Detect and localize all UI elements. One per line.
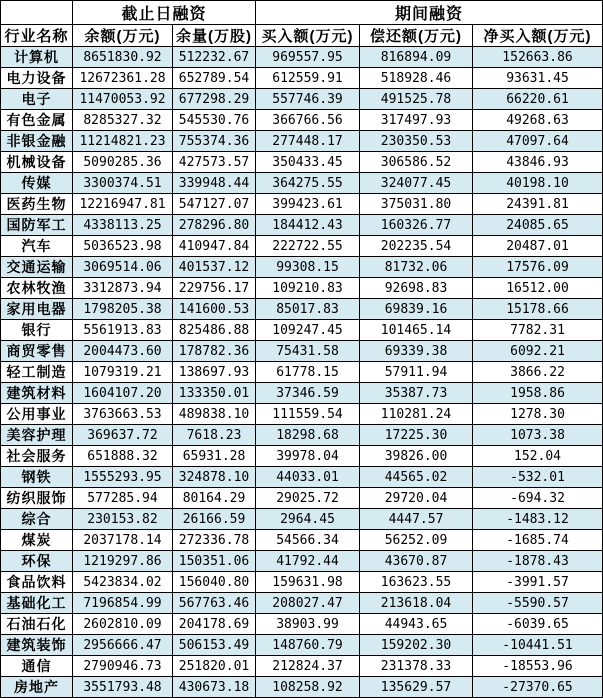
industry-name-cell: 通信	[1, 656, 73, 677]
value-cell: 18298.68	[256, 425, 360, 446]
value-cell: 99308.15	[256, 257, 360, 278]
industry-name-cell: 交通运输	[1, 257, 73, 278]
industry-name-cell: 综合	[1, 509, 73, 530]
industry-name-cell: 电子	[1, 89, 73, 110]
value-cell: 44033.01	[256, 467, 360, 488]
col-header-industry-name: 行业名称	[1, 25, 73, 47]
value-cell: 306586.52	[360, 152, 473, 173]
value-cell: 148760.79	[256, 635, 360, 656]
value-cell: 159202.30	[360, 635, 473, 656]
table-row	[1, 89, 603, 110]
value-cell: 612559.91	[256, 68, 360, 89]
value-cell: 324878.10	[173, 467, 256, 488]
value-cell: 24391.81	[473, 194, 603, 215]
value-cell: 135629.57	[360, 677, 473, 698]
value-cell: 375031.80	[360, 194, 473, 215]
value-cell: 56252.09	[360, 530, 473, 551]
value-cell: 49268.63	[473, 110, 603, 131]
industry-name-cell: 基础化工	[1, 593, 73, 614]
value-cell: 3300374.51	[73, 173, 173, 194]
value-cell: 65931.28	[173, 446, 256, 467]
value-cell: 4338113.25	[73, 215, 173, 236]
value-cell: 108258.92	[256, 677, 360, 698]
value-cell: 652789.54	[173, 68, 256, 89]
value-cell: 1604107.20	[73, 383, 173, 404]
value-cell: 3763663.53	[73, 404, 173, 425]
value-cell: 43670.87	[360, 551, 473, 572]
value-cell: 37346.59	[256, 383, 360, 404]
value-cell: 825486.88	[173, 320, 256, 341]
value-cell: -1878.43	[473, 551, 603, 572]
value-cell: 92698.83	[360, 278, 473, 299]
value-cell: 324077.45	[360, 173, 473, 194]
industry-name-cell: 医药生物	[1, 194, 73, 215]
value-cell: 2037178.14	[73, 530, 173, 551]
value-cell: 29025.72	[256, 488, 360, 509]
value-cell: 229756.17	[173, 278, 256, 299]
table-row	[1, 173, 603, 194]
industry-name-cell: 汽车	[1, 236, 73, 257]
value-cell: 178782.36	[173, 341, 256, 362]
value-cell: 3866.22	[473, 362, 603, 383]
col-header-net-buy-amount: 净买入额(万元)	[473, 25, 603, 47]
value-cell: 109210.83	[256, 278, 360, 299]
value-cell: 277448.17	[256, 131, 360, 152]
value-cell: 133350.01	[173, 383, 256, 404]
value-cell: 547127.07	[173, 194, 256, 215]
industry-name-cell: 美容护理	[1, 425, 73, 446]
industry-name-cell: 石油石化	[1, 614, 73, 635]
col-header-repay-amount: 偿还额(万元)	[360, 25, 473, 47]
value-cell: 427573.57	[173, 152, 256, 173]
table-row	[1, 152, 603, 173]
table-row	[1, 194, 603, 215]
value-cell: 93631.45	[473, 68, 603, 89]
value-cell: 81732.06	[360, 257, 473, 278]
value-cell: 29720.04	[360, 488, 473, 509]
value-cell: 150351.06	[173, 551, 256, 572]
value-cell: 44565.02	[360, 467, 473, 488]
industry-name-cell: 农林牧渔	[1, 278, 73, 299]
value-cell: 7196854.99	[73, 593, 173, 614]
value-cell: 5561913.83	[73, 320, 173, 341]
value-cell: 40198.10	[473, 173, 603, 194]
value-cell: 230350.53	[360, 131, 473, 152]
value-cell: 489838.10	[173, 404, 256, 425]
table-row	[1, 467, 603, 488]
table-row	[1, 677, 603, 698]
table-row	[1, 593, 603, 614]
industry-name-cell: 银行	[1, 320, 73, 341]
value-cell: 8651830.92	[73, 47, 173, 68]
value-cell: 430673.18	[173, 677, 256, 698]
industry-name-cell: 纺织服饰	[1, 488, 73, 509]
value-cell: 41792.44	[256, 551, 360, 572]
value-cell: 3312873.94	[73, 278, 173, 299]
industry-name-cell: 社会服务	[1, 446, 73, 467]
table-row	[1, 278, 603, 299]
value-cell: 5036523.98	[73, 236, 173, 257]
value-cell: 317497.93	[360, 110, 473, 131]
value-cell: 816894.09	[360, 47, 473, 68]
value-cell: 11470053.92	[73, 89, 173, 110]
value-cell: 4447.57	[360, 509, 473, 530]
industry-name-cell: 房地产	[1, 677, 73, 698]
value-cell: 35387.73	[360, 383, 473, 404]
value-cell: 39826.00	[360, 446, 473, 467]
industry-name-cell: 机械设备	[1, 152, 73, 173]
value-cell: 141600.53	[173, 299, 256, 320]
value-cell: 518928.46	[360, 68, 473, 89]
value-cell: -3991.57	[473, 572, 603, 593]
industry-name-cell: 家用电器	[1, 299, 73, 320]
table-row	[1, 530, 603, 551]
value-cell: -10441.51	[473, 635, 603, 656]
industry-name-cell: 钢铁	[1, 467, 73, 488]
value-cell: 231378.33	[360, 656, 473, 677]
value-cell: 7618.23	[173, 425, 256, 446]
industry-name-cell: 传媒	[1, 173, 73, 194]
value-cell: 160326.77	[360, 215, 473, 236]
value-cell: 11214821.23	[73, 131, 173, 152]
value-cell: 545530.76	[173, 110, 256, 131]
industry-name-cell: 煤炭	[1, 530, 73, 551]
value-cell: 755374.36	[173, 131, 256, 152]
value-cell: 109247.45	[256, 320, 360, 341]
value-cell: 364275.55	[256, 173, 360, 194]
table-row	[1, 362, 603, 383]
value-cell: 80164.29	[173, 488, 256, 509]
value-cell: 43846.93	[473, 152, 603, 173]
value-cell: 1555293.95	[73, 467, 173, 488]
value-cell: 651888.32	[73, 446, 173, 467]
table-row	[1, 551, 603, 572]
col-header-balance: 余额(万元)	[73, 25, 173, 47]
value-cell: 969557.95	[256, 47, 360, 68]
table-row	[1, 215, 603, 236]
value-cell: 366766.56	[256, 110, 360, 131]
value-cell: 230153.82	[73, 509, 173, 530]
value-cell: 7782.31	[473, 320, 603, 341]
value-cell: 491525.78	[360, 89, 473, 110]
value-cell: -694.32	[473, 488, 603, 509]
value-cell: 506153.49	[173, 635, 256, 656]
value-cell: -6039.65	[473, 614, 603, 635]
table-row	[1, 425, 603, 446]
value-cell: 272336.78	[173, 530, 256, 551]
table-row	[1, 341, 603, 362]
table-row	[1, 257, 603, 278]
value-cell: 222722.55	[256, 236, 360, 257]
value-cell: 3551793.48	[73, 677, 173, 698]
value-cell: 85017.83	[256, 299, 360, 320]
value-cell: -1685.74	[473, 530, 603, 551]
value-cell: 12672361.28	[73, 68, 173, 89]
table-row	[1, 383, 603, 404]
value-cell: 39978.04	[256, 446, 360, 467]
value-cell: 1079319.21	[73, 362, 173, 383]
table-row	[1, 509, 603, 530]
industry-name-cell: 环保	[1, 551, 73, 572]
value-cell: 251820.01	[173, 656, 256, 677]
value-cell: -27370.65	[473, 677, 603, 698]
value-cell: 410947.84	[173, 236, 256, 257]
corner-cell	[1, 1, 73, 25]
table-row	[1, 236, 603, 257]
value-cell: 26166.59	[173, 509, 256, 530]
industry-name-cell: 轻工制造	[1, 362, 73, 383]
value-cell: 5090285.36	[73, 152, 173, 173]
value-cell: 1219297.86	[73, 551, 173, 572]
value-cell: 208027.47	[256, 593, 360, 614]
value-cell: 24085.65	[473, 215, 603, 236]
table-row	[1, 656, 603, 677]
table-body	[1, 47, 603, 698]
value-cell: 16512.00	[473, 278, 603, 299]
table-row	[1, 68, 603, 89]
value-cell: 2790946.73	[73, 656, 173, 677]
value-cell: 17576.09	[473, 257, 603, 278]
value-cell: -1483.12	[473, 509, 603, 530]
value-cell: 212824.37	[256, 656, 360, 677]
value-cell: 278296.80	[173, 215, 256, 236]
value-cell: 44943.65	[360, 614, 473, 635]
value-cell: 213618.04	[360, 593, 473, 614]
table-row	[1, 47, 603, 68]
value-cell: 350433.45	[256, 152, 360, 173]
value-cell: 12216947.81	[73, 194, 173, 215]
group-header-period-financing: 期间融资	[256, 1, 603, 25]
table-row	[1, 110, 603, 131]
value-cell: 399423.61	[256, 194, 360, 215]
value-cell: 75431.58	[256, 341, 360, 362]
value-cell: 61778.15	[256, 362, 360, 383]
value-cell: 156040.80	[173, 572, 256, 593]
col-header-buy-amount: 买入额(万元)	[256, 25, 360, 47]
value-cell: 202235.54	[360, 236, 473, 257]
value-cell: 159631.98	[256, 572, 360, 593]
industry-name-cell: 国防军工	[1, 215, 73, 236]
table-row	[1, 131, 603, 152]
value-cell: 401537.12	[173, 257, 256, 278]
value-cell: 20487.01	[473, 236, 603, 257]
value-cell: 1798205.38	[73, 299, 173, 320]
value-cell: 152663.86	[473, 47, 603, 68]
value-cell: -5590.57	[473, 593, 603, 614]
col-header-remaining-volume: 余量(万股)	[173, 25, 256, 47]
value-cell: 69839.16	[360, 299, 473, 320]
value-cell: 677298.29	[173, 89, 256, 110]
value-cell: 8285327.32	[73, 110, 173, 131]
table-row	[1, 614, 603, 635]
value-cell: 204178.69	[173, 614, 256, 635]
value-cell: 5423834.02	[73, 572, 173, 593]
industry-name-cell: 电力设备	[1, 68, 73, 89]
table-row	[1, 446, 603, 467]
industry-name-cell: 食品饮料	[1, 572, 73, 593]
value-cell: 339948.44	[173, 173, 256, 194]
value-cell: 1278.30	[473, 404, 603, 425]
industry-name-cell: 有色金属	[1, 110, 73, 131]
value-cell: 369637.72	[73, 425, 173, 446]
value-cell: 69339.38	[360, 341, 473, 362]
value-cell: 138697.93	[173, 362, 256, 383]
value-cell: 38903.99	[256, 614, 360, 635]
table-row	[1, 404, 603, 425]
value-cell: 512232.67	[173, 47, 256, 68]
value-cell: 47097.64	[473, 131, 603, 152]
value-cell: 57911.94	[360, 362, 473, 383]
value-cell: 111559.54	[256, 404, 360, 425]
table-row	[1, 572, 603, 593]
value-cell: -18553.96	[473, 656, 603, 677]
value-cell: 3069514.06	[73, 257, 173, 278]
industry-name-cell: 公用事业	[1, 404, 73, 425]
table-row	[1, 488, 603, 509]
table-row	[1, 299, 603, 320]
value-cell: 17225.30	[360, 425, 473, 446]
value-cell: 2004473.60	[73, 341, 173, 362]
value-cell: 15178.66	[473, 299, 603, 320]
value-cell: 184412.43	[256, 215, 360, 236]
industry-name-cell: 建筑材料	[1, 383, 73, 404]
value-cell: 2602810.09	[73, 614, 173, 635]
value-cell: 66220.61	[473, 89, 603, 110]
value-cell: -532.01	[473, 467, 603, 488]
industry-name-cell: 商贸零售	[1, 341, 73, 362]
value-cell: 557746.39	[256, 89, 360, 110]
value-cell: 2956666.47	[73, 635, 173, 656]
value-cell: 1958.86	[473, 383, 603, 404]
value-cell: 163623.55	[360, 572, 473, 593]
industry-name-cell: 非银金融	[1, 131, 73, 152]
value-cell: 1073.38	[473, 425, 603, 446]
value-cell: 101465.14	[360, 320, 473, 341]
value-cell: 567763.46	[173, 593, 256, 614]
industry-name-cell: 计算机	[1, 47, 73, 68]
value-cell: 6092.21	[473, 341, 603, 362]
value-cell: 54566.34	[256, 530, 360, 551]
column-header-row	[1, 25, 603, 47]
table-row	[1, 635, 603, 656]
value-cell: 2964.45	[256, 509, 360, 530]
industry-name-cell: 建筑装饰	[1, 635, 73, 656]
table-header	[1, 1, 603, 47]
group-header-row	[1, 1, 603, 25]
group-header-cutoff-financing: 截止日融资	[73, 1, 256, 25]
value-cell: 110281.24	[360, 404, 473, 425]
value-cell: 577285.94	[73, 488, 173, 509]
value-cell: 152.04	[473, 446, 603, 467]
table-row	[1, 320, 603, 341]
